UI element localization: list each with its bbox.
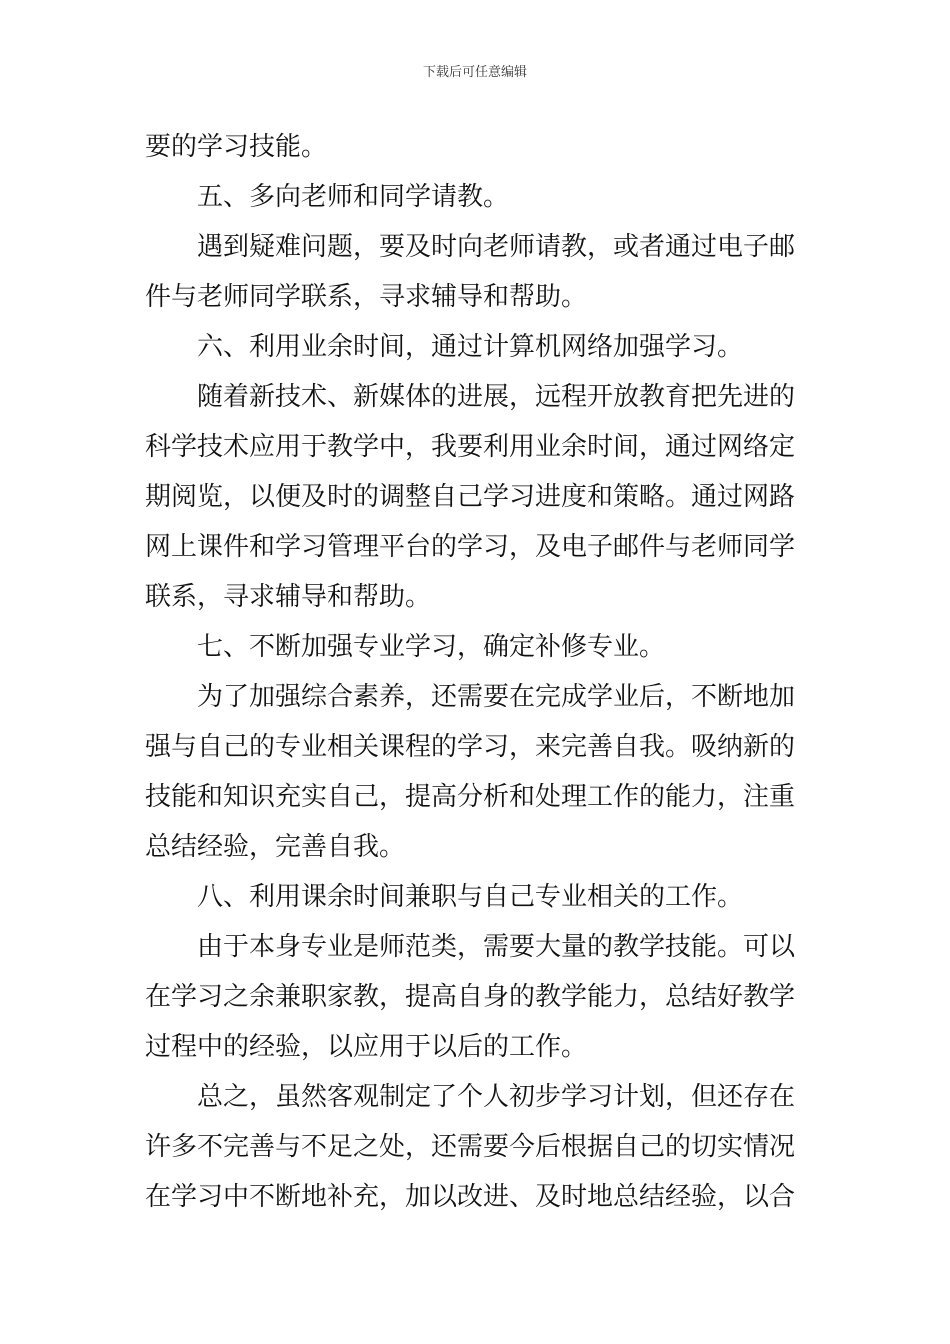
text-line: 总结经验，完善自我。: [145, 832, 406, 862]
page-header: 下载后可任意编辑: [422, 65, 527, 80]
text-line: 件与老师同学联系，寻求辅导和帮助。: [145, 282, 588, 312]
text-line: 许多不完善与不足之处，还需要今后根据自己的切实情况: [145, 1132, 796, 1162]
text-line: 科学技术应用于教学中，我要利用业余时间，通过网络定: [145, 432, 796, 462]
text-line: 在学习中不断地补充，加以改进、及时地总结经验，以合: [145, 1182, 796, 1212]
text-line: 由于本身专业是师范类，需要大量的教学技能。可以: [197, 932, 796, 962]
text-line: 遇到疑难问题，要及时向老师请教，或者通过电子邮: [197, 232, 796, 262]
document-body: [145, 122, 807, 1222]
section-heading: 六、利用业余时间，通过计算机网络加强学习。: [197, 332, 744, 362]
text-line: 随着新技术、新媒体的进展，远程开放教育把先进的: [197, 382, 796, 412]
section-heading: 五、多向老师和同学请教。: [197, 182, 510, 212]
text-line: 网上课件和学习管理平台的学习，及电子邮件与老师同学: [145, 532, 796, 562]
text-line: 过程中的经验，以应用于以后的工作。: [145, 1032, 588, 1062]
text-line: 要的学习技能。: [145, 132, 328, 162]
text-line: 联系，寻求辅导和帮助。: [145, 582, 432, 612]
text-line: 技能和知识充实自己，提高分析和处理工作的能力，注重: [145, 782, 796, 812]
section-heading: 八、利用课余时间兼职与自己专业相关的工作。: [197, 882, 744, 912]
text-line: 为了加强综合素养，还需要在完成学业后，不断地加: [197, 682, 796, 712]
text-line: 在学习之余兼职家教，提高自身的教学能力，总结好教学: [145, 982, 796, 1012]
section-heading: 七、不断加强专业学习，确定补修专业。: [197, 632, 666, 662]
text-line: 期阅览，以便及时的调整自己学习进度和策略。通过网路: [145, 482, 796, 512]
text-line: 总之，虽然客观制定了个人初步学习计划，但还存在: [197, 1082, 796, 1112]
text-line: 强与自己的专业相关课程的学习，来完善自我。吸纳新的: [145, 732, 796, 762]
